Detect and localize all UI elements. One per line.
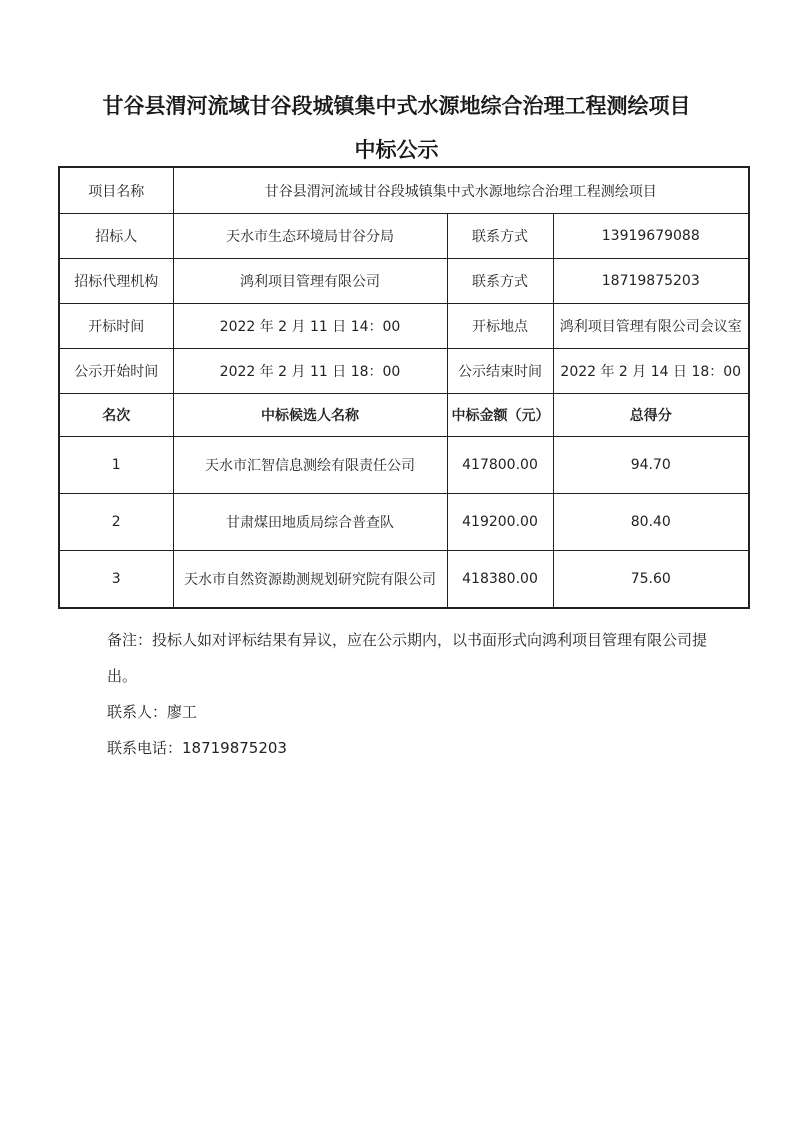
open-place-label: 开标地点	[447, 304, 553, 349]
amount-cell: 417800.00	[447, 437, 553, 494]
document-title: 甘谷县渭河流域甘谷段城镇集中式水源地综合治理工程测绘项目	[102, 94, 691, 118]
publicity-end-value: 2022 年 2 月 14 日 18：00	[553, 349, 749, 394]
rank-cell: 2	[59, 494, 173, 551]
open-time-label: 开标时间	[59, 304, 173, 349]
publicity-start-label: 公示开始时间	[59, 349, 173, 394]
header-rank: 名次	[59, 394, 173, 437]
header-amount: 中标金额（元）	[447, 394, 553, 437]
rank-cell: 1	[59, 437, 173, 494]
project-name-label: 项目名称	[59, 167, 173, 214]
candidate-name-cell: 天水市自然资源勘测规划研究院有限公司	[173, 551, 447, 609]
candidate-name-cell: 天水市汇智信息测绘有限责任公司	[173, 437, 447, 494]
agency-contact-value: 18719875203	[553, 259, 749, 304]
agency-value: 鸿利项目管理有限公司	[173, 259, 447, 304]
table-row	[59, 551, 749, 609]
candidate-name-cell: 甘肃煤田地质局综合普查队	[173, 494, 447, 551]
amount-cell: 418380.00	[447, 551, 553, 609]
tenderer-contact-label: 联系方式	[447, 214, 553, 259]
score-cell: 94.70	[553, 437, 749, 494]
header-candidate-name: 中标候选人名称	[173, 394, 447, 437]
score-cell: 75.60	[553, 551, 749, 609]
contact-person: 联系人：廖工	[107, 703, 198, 721]
document-subtitle: 中标公示	[354, 138, 439, 162]
table-row	[59, 437, 749, 494]
amount-cell: 419200.00	[447, 494, 553, 551]
tenderer-value: 天水市生态环境局甘谷分局	[173, 214, 447, 259]
publicity-end-label: 公示结束时间	[447, 349, 553, 394]
results-header-row	[59, 394, 749, 437]
contact-phone: 联系电话：18719875203	[107, 739, 287, 757]
table-row	[59, 214, 749, 259]
agency-contact-label: 联系方式	[447, 259, 553, 304]
table-row	[59, 494, 749, 551]
rank-cell: 3	[59, 551, 173, 609]
table-row	[59, 167, 749, 214]
table-row	[59, 349, 749, 394]
header-score: 总得分	[553, 394, 749, 437]
award-table	[58, 166, 750, 609]
open-time-value: 2022 年 2 月 11 日 14：00	[173, 304, 447, 349]
score-cell: 80.40	[553, 494, 749, 551]
remark-text: 备注：投标人如对评标结果有异议，应在公示期内，以书面形式向鸿利项目管理有限公司提出。	[107, 631, 708, 685]
publicity-start-value: 2022 年 2 月 11 日 18：00	[173, 349, 447, 394]
open-place-value: 鸿利项目管理有限公司会议室	[553, 304, 749, 349]
agency-label: 招标代理机构	[59, 259, 173, 304]
notes-section	[107, 622, 727, 766]
table-row	[59, 259, 749, 304]
tenderer-label: 招标人	[59, 214, 173, 259]
table-row	[59, 304, 749, 349]
tenderer-contact-value: 13919679088	[553, 214, 749, 259]
project-name-value: 甘谷县渭河流域甘谷段城镇集中式水源地综合治理工程测绘项目	[173, 167, 749, 214]
